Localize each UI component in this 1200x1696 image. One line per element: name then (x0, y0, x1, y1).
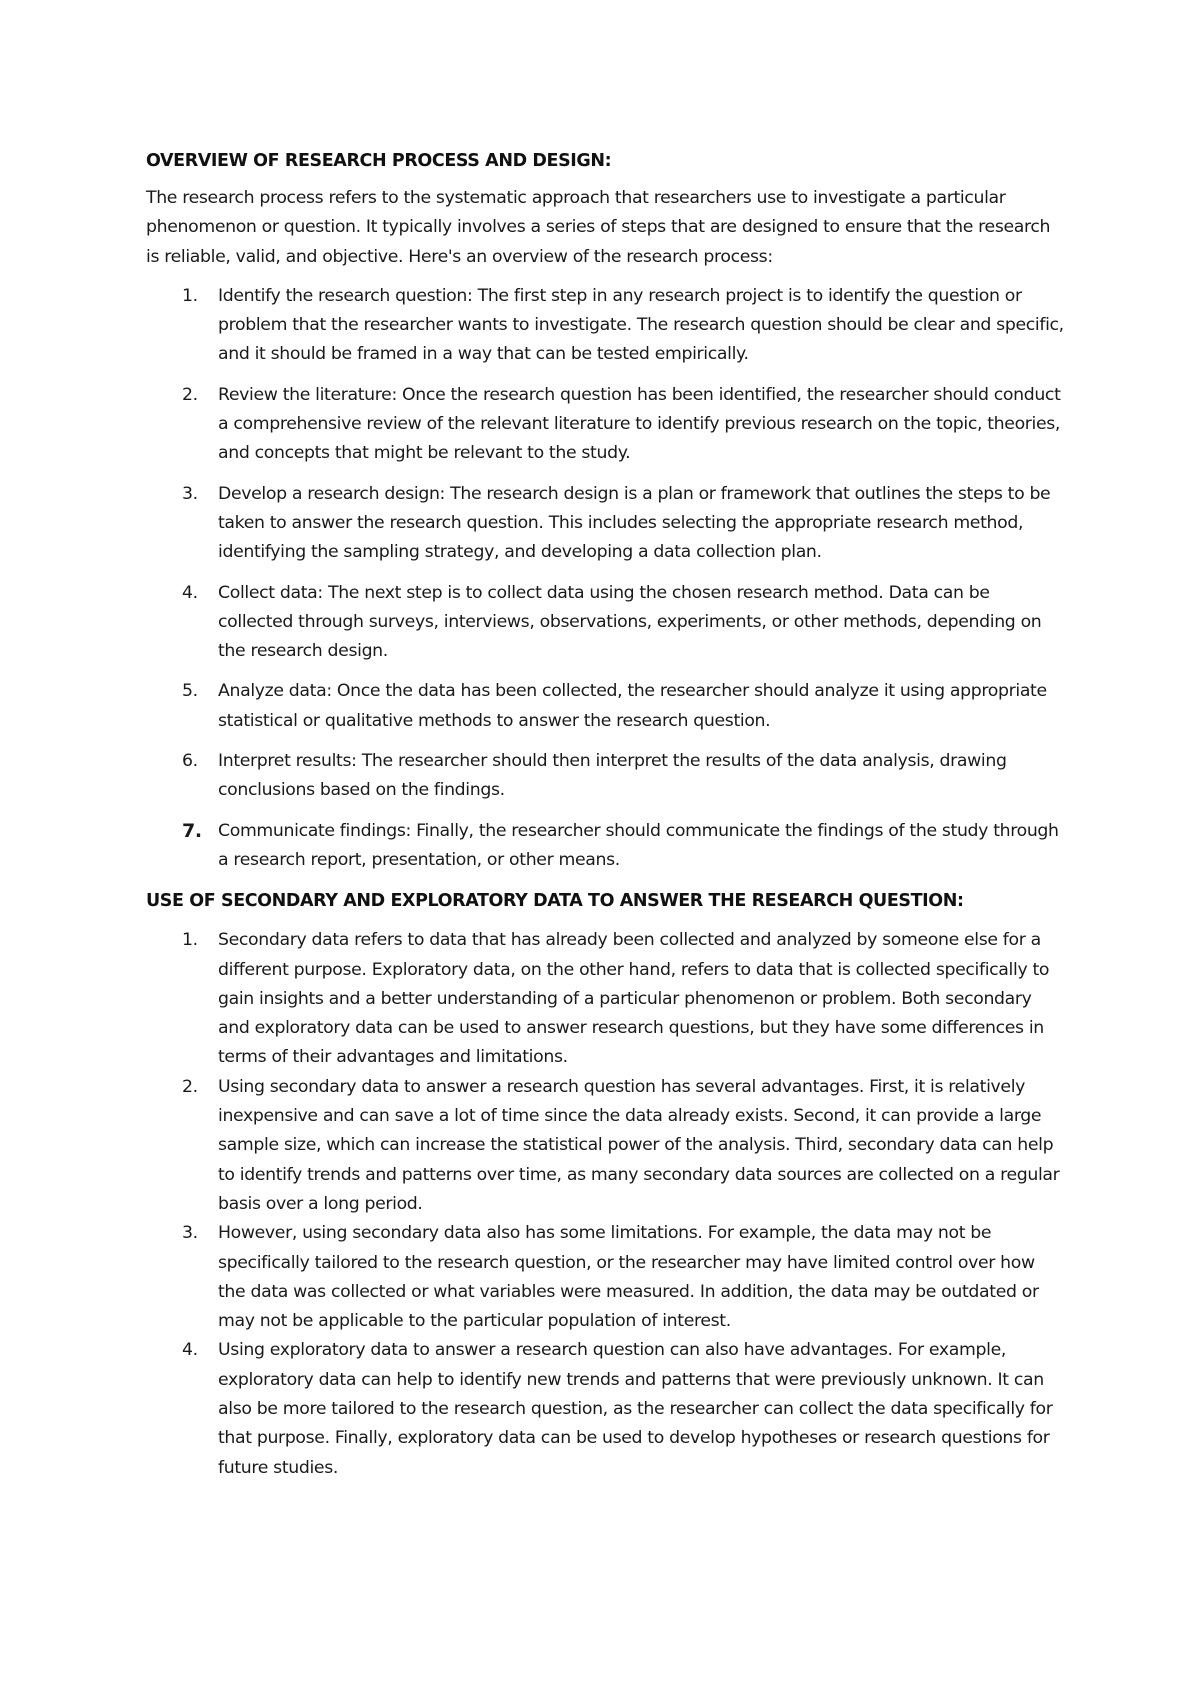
list-item (146, 1219, 1066, 1336)
list-number: 1. (182, 930, 198, 951)
list-item-text: Identify the research question: The first step in any research project is to identify the question or problem that the researcher wants to investigate. The research question should be clear and specific, and it should be framed in a way that can be tested empirically. (218, 285, 1064, 365)
list-item (146, 677, 1066, 736)
list-number: 2. (182, 384, 198, 405)
list-number: 2. (182, 1076, 198, 1097)
section-heading-secondary-data: USE OF SECONDARY AND EXPLORATORY DATA TO ANSWER THE RESEARCH QUESTION: (146, 891, 964, 912)
section-heading-research-process: OVERVIEW OF RESEARCH PROCESS AND DESIGN: (146, 151, 612, 171)
list-item-text: However, using secondary data also has some limitations. For example, the data may not be specifically tailored to the research question, or the researcher may have limited control over how the data was collected or what variables were measured. In addition, the data may be outdated or may not be applicable to the particular population of interest. (218, 1223, 1039, 1332)
list-number: 3. (182, 1223, 198, 1244)
research-process-steps (146, 282, 1066, 875)
list-item (146, 926, 1066, 1072)
list-item-text: Using exploratory data to answer a research question can also have advantages. For example, exploratory data can help to identify new trends and patterns that were previously unknown. It can also be more tailored to the research question, as the researcher can collect the data specifically for that purpose. Finally, exploratory data can be used to develop hypotheses or research questions for future studies. (218, 1340, 1053, 1478)
list-number: 3. (182, 483, 198, 504)
list-item-text: Secondary data refers to data that has already been collected and analyzed by someone else for a different purpose. Exploratory data, on the other hand, refers to data that is collected specifically to gain insights and a better understanding of a particular phenomenon or problem. Both secondary and exploratory data can be used to answer research questions, but they have some differences in terms of their advantages and limitations. (218, 930, 1050, 1068)
list-item (146, 817, 1066, 876)
list-item (146, 579, 1066, 667)
list-number: 6. (182, 751, 198, 772)
secondary-data-points (146, 926, 1066, 1483)
list-item-text: Analyze data: Once the data has been collected, the researcher should analyze it using appropriate statistical or qualitative methods to answer the research question. (218, 681, 1047, 731)
list-item-text: Develop a research design: The research design is a plan or framework that outlines the steps to be taken to answer the research question. This includes selecting the appropriate research method, identifying the sampling strategy, and developing a data collection plan. (218, 483, 1051, 563)
list-item-text: Collect data: The next step is to collect data using the chosen research method. Data can be collected through surveys, interviews, observations, experiments, or other methods, depending on the research design. (218, 582, 1042, 662)
list-number: 5. (182, 681, 198, 702)
list-item-text: Review the literature: Once the research question has been identified, the researcher should conduct a comprehensive review of the relevant literature to identify previous research on the topic, theories, and concepts that might be relevant to the study. (218, 384, 1061, 464)
list-item-text: Using secondary data to answer a research question has several advantages. First, it is relatively inexpensive and can save a lot of time since the data already exists. Second, it can provide a large sample size, which can increase the statistical power of the analysis. Third, secondary data can help to identify trends and patterns over time, as many secondary data sources are collected on a regular basis over a long period. (218, 1076, 1060, 1214)
list-item-text: Communicate findings: Finally, the researcher should communicate the findings of the study through a research report, presentation, or other means. (218, 820, 1059, 870)
list-item (146, 282, 1066, 370)
list-number: 1. (182, 285, 198, 306)
list-number: 4. (182, 582, 198, 603)
list-item (146, 1336, 1066, 1482)
intro-paragraph: The research process refers to the systematic approach that researchers use to investigate a particular phenomenon or question. It typically involves a series of steps that are designed to ensure that the research is reliable, valid, and objective. Here's an overview of the research process: (146, 188, 1051, 267)
list-item (146, 381, 1066, 469)
list-item (146, 480, 1066, 568)
list-item (146, 1073, 1066, 1219)
document-page (146, 146, 1066, 1483)
list-number: 7. (182, 819, 202, 842)
list-number: 4. (182, 1340, 198, 1361)
list-item-text: Interpret results: The researcher should then interpret the results of the data analysis, drawing conclusions based on the findings. (218, 751, 1007, 801)
list-item (146, 747, 1066, 806)
